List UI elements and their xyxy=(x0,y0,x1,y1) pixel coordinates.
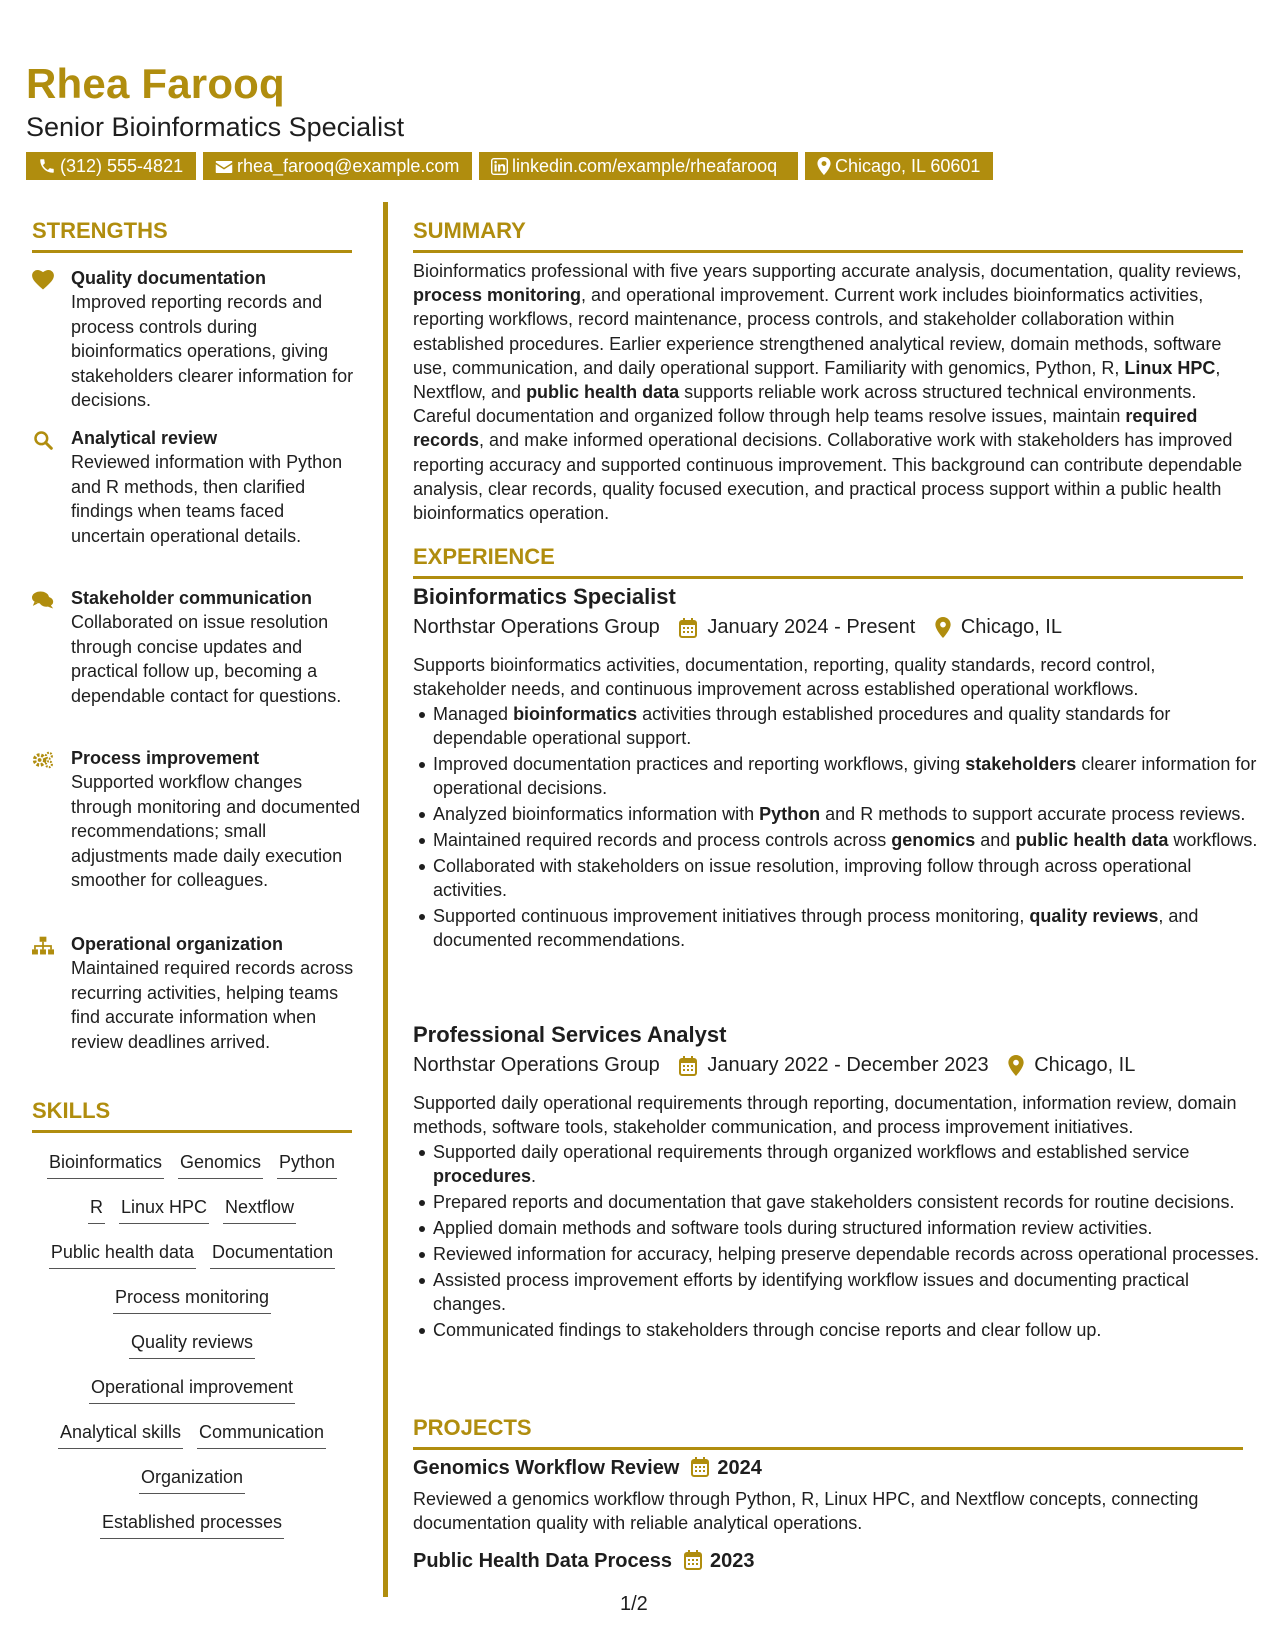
cogs-icon xyxy=(32,750,54,770)
strengths-heading: STRENGTHS xyxy=(32,218,352,253)
skill-row xyxy=(32,1375,352,1405)
page-number: 1/2 xyxy=(620,1593,648,1615)
skill-row xyxy=(32,1420,352,1450)
job-bullet: Managed bioinformatics activities through established procedures and quality standards for dependable operational support. xyxy=(433,702,1263,750)
job-title: Bioinformatics Specialist xyxy=(413,584,676,609)
strength-desc: Supported workflow changes through monitoring and documented recommendations; small adjustments made daily execution smoother for colleagues. xyxy=(71,772,361,890)
linkedin-icon xyxy=(491,158,508,175)
location-pin-icon xyxy=(817,157,831,175)
job-bullet: Applied domain methods and software tools during structured information review activities. xyxy=(433,1216,1263,1240)
project-year: 2024 xyxy=(717,1457,762,1479)
calendar-icon xyxy=(679,618,697,638)
job-dates: January 2022 - December 2023 xyxy=(707,1054,989,1077)
calendar-icon xyxy=(691,1457,709,1477)
skill-tag: Public health data xyxy=(49,1240,196,1269)
skill-tag: Python xyxy=(277,1150,337,1179)
skill-tag: R xyxy=(88,1195,105,1224)
contact-email-text: rhea_farooq@example.com xyxy=(237,156,460,176)
project-title-line xyxy=(413,1457,762,1480)
job-dates: January 2024 - Present xyxy=(707,616,916,639)
projects-heading: PROJECTS xyxy=(413,1415,1243,1450)
job-bullet: Analyzed bioinformatics information with Python and R methods to support accurate process reviews. xyxy=(433,802,1263,826)
skill-tag: Established processes xyxy=(100,1510,284,1539)
job-bullet: Supported daily operational requirements through organized workflows and established service procedures. xyxy=(433,1140,1263,1188)
project-title: Genomics Workflow Review xyxy=(413,1457,680,1479)
sitemap-icon xyxy=(32,936,54,956)
skill-tag: Communication xyxy=(197,1420,326,1449)
job-location: Chicago, IL xyxy=(960,616,1062,639)
contact-linkedin-text: linkedin.com/example/rheafarooq xyxy=(512,156,778,176)
strength-title: Quality documentation xyxy=(71,268,267,288)
contact-location[interactable] xyxy=(805,152,993,180)
location-pin-icon xyxy=(1008,1055,1024,1076)
job-company: Northstar Operations Group xyxy=(413,1054,660,1077)
job-title: Professional Services Analyst xyxy=(413,1022,727,1047)
contact-email[interactable] xyxy=(203,152,472,180)
job-meta xyxy=(413,1054,1135,1077)
skill-row xyxy=(32,1240,352,1270)
skills-heading: SKILLS xyxy=(32,1098,352,1133)
strength-desc: Collaborated on issue resolution through concise updates and practical follow up, becoming a dependable contact for questions. xyxy=(71,612,342,706)
strength-title: Process improvement xyxy=(71,748,260,768)
job-bullet: Maintained required records and process controls across genomics and public health data workflows. xyxy=(433,828,1263,852)
strength-desc: Maintained required records across recurring activities, helping teams find accurate information when review deadlines arrived. xyxy=(71,958,354,1052)
skill-row xyxy=(32,1465,352,1495)
skill-tag: Organization xyxy=(139,1465,245,1494)
skill-tag: Bioinformatics xyxy=(47,1150,164,1179)
skill-tag: Linux HPC xyxy=(119,1195,209,1224)
skill-tag: Process monitoring xyxy=(113,1285,271,1314)
strength-title: Analytical review xyxy=(71,428,218,448)
job-bullets xyxy=(413,1140,1263,1344)
skill-tag: Analytical skills xyxy=(58,1420,183,1449)
summary-text: Bioinformatics professional with five years supporting accurate analysis, documentation, quality reviews, process monitoring, and operational improvement. Current work includes bioinformatics activities, reporting workflows, record maintenance, process controls, and stakeholder collaboration within established procedures. Earlier experience strengthened analytical review, domain methods, software use, communication, and daily operational support. Familiarity with genomics, Python, R, Linux HPC, Nextflow, and public health data supports reliable work across structured technical environments. Careful documentation and organized follow through help teams resolve issues, maintain required records, and make informed operational decisions. Collaborative work with stakeholders has improved reporting accuracy and supported continuous improvement. This background can contribute dependable analysis, clear records, quality focused execution, and practical process support within a public health bioinformatics operation. xyxy=(413,261,1243,524)
candidate-title: Senior Bioinformatics Specialist xyxy=(26,112,405,142)
job-bullet: Prepared reports and documentation that gave stakeholders consistent records for routine decisions. xyxy=(433,1190,1263,1214)
skill-row xyxy=(32,1285,352,1315)
calendar-icon xyxy=(684,1550,702,1570)
job-bullet: Supported continuous improvement initiatives through process monitoring, quality reviews, and documented recommendations. xyxy=(433,904,1263,952)
search-icon xyxy=(32,430,54,450)
project-title: Public Health Data Process xyxy=(413,1550,672,1572)
job-company: Northstar Operations Group xyxy=(413,616,660,639)
phone-icon xyxy=(38,157,56,175)
skill-tag: Operational improvement xyxy=(89,1375,295,1404)
strength-title: Stakeholder communication xyxy=(71,588,313,608)
skill-tag: Nextflow xyxy=(223,1195,296,1224)
candidate-name: Rhea Farooq xyxy=(26,60,285,107)
job-summary: Supports bioinformatics activities, documentation, reporting, quality standards, record control, stakeholder needs, and continuous improvement across established operational workflows. xyxy=(413,655,1156,700)
job-bullets xyxy=(413,702,1263,954)
skill-row xyxy=(32,1150,352,1180)
column-divider xyxy=(383,202,388,1597)
job-bullet: Assisted process improvement efforts by identifying workflow issues and documenting practical changes. xyxy=(433,1268,1263,1316)
skill-row xyxy=(32,1510,352,1540)
contact-linkedin[interactable] xyxy=(479,152,798,180)
strength-desc: Reviewed information with Python and R methods, then clarified findings when teams faced uncertain operational details. xyxy=(71,452,343,546)
location-pin-icon xyxy=(935,617,951,638)
project-year: 2023 xyxy=(709,1550,755,1572)
skill-row xyxy=(32,1330,352,1360)
summary-heading: SUMMARY xyxy=(413,218,1243,253)
job-meta xyxy=(413,616,1062,639)
skill-row xyxy=(32,1195,352,1225)
project-desc: Reviewed a genomics workflow through Python, R, Linux HPC, and Nextflow concepts, connecting documentation quality with reliable analytical operations. xyxy=(413,1489,1199,1534)
contact-phone-text: (312) 555-4821 xyxy=(60,156,184,176)
skill-tag: Genomics xyxy=(178,1150,263,1179)
strength-title: Operational organization xyxy=(71,934,284,954)
heart-icon xyxy=(32,270,54,290)
envelope-icon xyxy=(215,159,233,175)
skill-tag: Quality reviews xyxy=(129,1330,255,1359)
job-bullet: Collaborated with stakeholders on issue resolution, improving follow through across operational activities. xyxy=(433,854,1263,902)
project-title-line xyxy=(413,1550,754,1573)
contact-location-text: Chicago, IL 60601 xyxy=(835,156,981,176)
contact-phone[interactable] xyxy=(26,152,196,180)
comments-icon xyxy=(32,590,54,610)
job-location: Chicago, IL xyxy=(1034,1054,1136,1077)
experience-heading: EXPERIENCE xyxy=(413,544,1243,579)
job-bullet: Communicated findings to stakeholders through concise reports and clear follow up. xyxy=(433,1318,1263,1342)
skill-tag: Documentation xyxy=(210,1240,335,1269)
job-bullet: Improved documentation practices and reporting workflows, giving stakeholders clearer information for operational decisions. xyxy=(433,752,1263,800)
job-summary: Supported daily operational requirements through reporting, documentation, information review, domain methods, software tools, stakeholder communication, and process improvement initiatives. xyxy=(413,1093,1237,1138)
job-bullet: Reviewed information for accuracy, helping preserve dependable records across operational processes. xyxy=(433,1242,1263,1266)
calendar-icon xyxy=(679,1056,697,1076)
strength-desc: Improved reporting records and process controls during bioinformatics operations, giving stakeholders clearer information for decisions. xyxy=(71,292,354,410)
